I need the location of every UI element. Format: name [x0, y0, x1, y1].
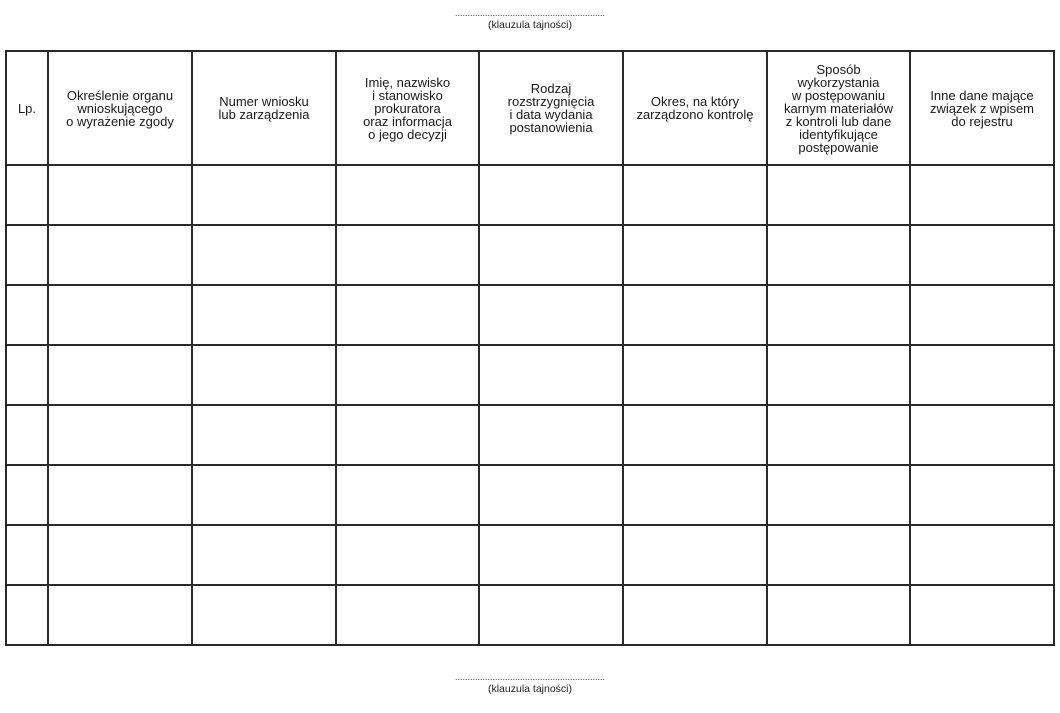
header-other-data: Inne dane mające związek z wpisem do rejestru	[910, 51, 1054, 165]
table-cell[interactable]	[767, 165, 910, 225]
clause-dotted-line: ............................................................	[454, 673, 606, 682]
table-cell[interactable]	[192, 525, 336, 585]
table-cell[interactable]	[910, 585, 1054, 645]
table-cell[interactable]	[479, 345, 623, 405]
table-cell[interactable]	[767, 405, 910, 465]
header-control-period: Okres, na który zarządzono kontrolę	[623, 51, 767, 165]
table-cell[interactable]	[336, 285, 479, 345]
table-cell[interactable]	[192, 585, 336, 645]
table-cell[interactable]	[623, 225, 767, 285]
table-cell[interactable]	[479, 525, 623, 585]
table-cell[interactable]	[336, 525, 479, 585]
table-row	[6, 345, 1054, 405]
table-cell[interactable]	[479, 225, 623, 285]
table-cell[interactable]	[336, 165, 479, 225]
table-cell[interactable]	[623, 585, 767, 645]
table-cell[interactable]	[479, 585, 623, 645]
bottom-confidentiality-clause	[0, 673, 1060, 695]
table-cell[interactable]	[623, 405, 767, 465]
table-cell[interactable]	[48, 165, 192, 225]
table-cell[interactable]	[6, 585, 48, 645]
table-cell[interactable]	[192, 225, 336, 285]
table-cell[interactable]	[6, 525, 48, 585]
table-cell[interactable]	[48, 585, 192, 645]
header-prosecutor-info: Imię, nazwisko i stanowisko prokuratora oraz informacja o jego decyzji	[336, 51, 479, 165]
table-cell[interactable]	[336, 345, 479, 405]
clause-label: (klauzula tajności)	[487, 683, 573, 695]
table-cell[interactable]	[192, 465, 336, 525]
table-cell[interactable]	[192, 345, 336, 405]
table-cell[interactable]	[192, 165, 336, 225]
table-cell[interactable]	[623, 345, 767, 405]
table-cell[interactable]	[48, 285, 192, 345]
table-cell[interactable]	[910, 285, 1054, 345]
table-row	[6, 165, 1054, 225]
table-cell[interactable]	[910, 405, 1054, 465]
table-cell[interactable]	[6, 225, 48, 285]
table-row	[6, 225, 1054, 285]
table-cell[interactable]	[623, 525, 767, 585]
register-table	[5, 50, 1055, 646]
table-cell[interactable]	[336, 225, 479, 285]
table-cell[interactable]	[48, 405, 192, 465]
table-cell[interactable]	[767, 345, 910, 405]
header-request-number: Numer wniosku lub zarządzenia	[192, 51, 336, 165]
table-cell[interactable]	[336, 405, 479, 465]
table-cell[interactable]	[48, 345, 192, 405]
table-cell[interactable]	[767, 225, 910, 285]
table-cell[interactable]	[767, 285, 910, 345]
table-cell[interactable]	[48, 525, 192, 585]
table-cell[interactable]	[767, 585, 910, 645]
table-cell[interactable]	[479, 165, 623, 225]
clause-label: (klauzula tajności)	[487, 19, 573, 31]
table-header-row	[6, 51, 1054, 165]
table-row	[6, 405, 1054, 465]
table-cell[interactable]	[623, 285, 767, 345]
table-cell[interactable]	[6, 345, 48, 405]
table-cell[interactable]	[336, 585, 479, 645]
table-cell[interactable]	[910, 465, 1054, 525]
table-cell[interactable]	[479, 465, 623, 525]
table-body	[6, 165, 1054, 645]
clause-dotted-line: ............................................................	[454, 9, 606, 18]
table-cell[interactable]	[48, 465, 192, 525]
table-cell[interactable]	[767, 465, 910, 525]
header-lp: Lp.	[6, 51, 48, 165]
table-row	[6, 465, 1054, 525]
table-cell[interactable]	[479, 285, 623, 345]
table-cell[interactable]	[479, 405, 623, 465]
table-cell[interactable]	[910, 165, 1054, 225]
table-cell[interactable]	[6, 285, 48, 345]
top-confidentiality-clause	[0, 9, 1060, 31]
table-cell[interactable]	[192, 285, 336, 345]
header-material-usage: Sposób wykorzystania w postępowaniu karnym materiałów z kontroli lub dane identyfikujące postępowanie	[767, 51, 910, 165]
table-cell[interactable]	[6, 405, 48, 465]
table-cell[interactable]	[48, 225, 192, 285]
table-row	[6, 525, 1054, 585]
table-cell[interactable]	[910, 525, 1054, 585]
table-cell[interactable]	[910, 345, 1054, 405]
header-requesting-authority: Określenie organu wnioskującego o wyrażenie zgody	[48, 51, 192, 165]
table-row	[6, 585, 1054, 645]
table-cell[interactable]	[910, 225, 1054, 285]
table-cell[interactable]	[623, 165, 767, 225]
table-cell[interactable]	[623, 465, 767, 525]
table-cell[interactable]	[6, 165, 48, 225]
table-cell[interactable]	[767, 525, 910, 585]
table-row	[6, 285, 1054, 345]
table-cell[interactable]	[192, 405, 336, 465]
table-cell[interactable]	[336, 465, 479, 525]
table-cell[interactable]	[6, 465, 48, 525]
header-decision-type: Rodzaj rozstrzygnięcia i data wydania postanowienia	[479, 51, 623, 165]
